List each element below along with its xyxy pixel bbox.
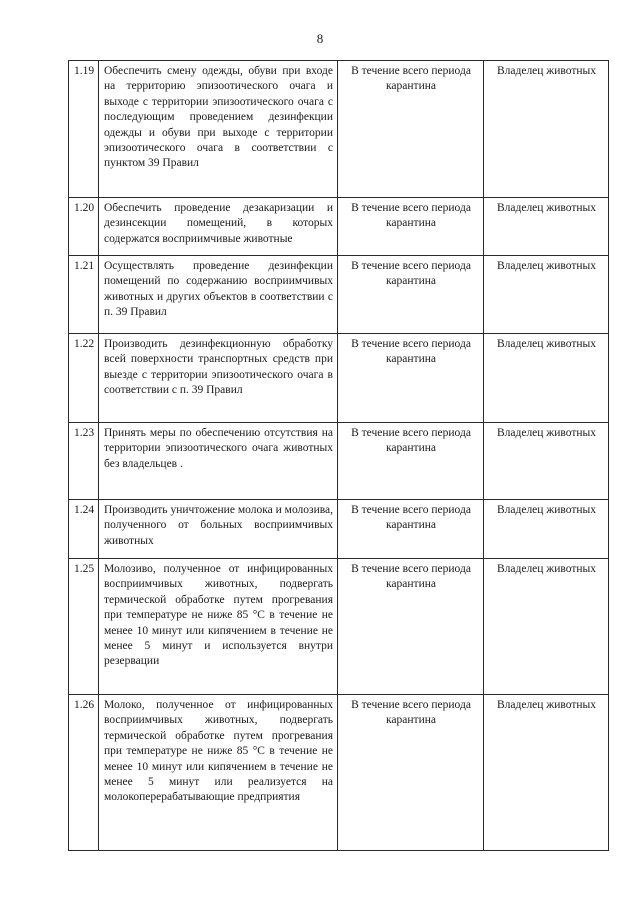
term-text: В течение всего периода карантина [338,695,484,851]
measure-text: Молоко, полученное от инфицированных восприимчивых животных, подвергать термической обработке путем прогревания при температуре не ниже 85 °С в течение не менее 10 минут или кипячением в течение не менее 5 минут или реализуется на молокоперерабатывающие предприятия [99,695,338,851]
measure-text: Принять меры по обеспечению отсутствия на территории эпизоотического очага животных без владельцев . [99,423,338,500]
term-text: В течение всего периода карантина [338,500,484,559]
responsible-text: Владелец животных [484,61,609,198]
item-number: 1.21 [69,256,99,334]
table-row [69,500,609,559]
item-number: 1.25 [69,559,99,695]
term-text: В течение всего периода карантина [338,559,484,695]
table-row [69,695,609,851]
table-row [69,256,609,334]
measure-text: Обеспечить смену одежды, обуви при входе на территорию эпизоотического очага и выходе с территории эпизоотического очага с последующим проведением дезинфекции одежды и обуви при выходе с территории эпизоотического очага в соответствии с пунктом 39 Правил [99,61,338,198]
term-text: В течение всего периода карантина [338,334,484,423]
measure-text: Молозиво, полученное от инфицированных восприимчивых животных, подвергать термической обработке путем прогревания при температуре не ниже 85 °С в течение не менее 10 минут или кипячением в течение не менее 5 минут и используется внутри резервации [99,559,338,695]
term-text: В течение всего периода карантина [338,256,484,334]
item-number: 1.24 [69,500,99,559]
measure-text: Производить дезинфекционную обработку всей поверхности транспортных средств при выезде с территории эпизоотического очага в соответствии с п. 39 Правил [99,334,338,423]
table-row [69,198,609,256]
responsible-text: Владелец животных [484,334,609,423]
responsible-text: Владелец животных [484,559,609,695]
measure-text: Производить уничтожение молока и молозива, полученного от больных восприимчивых животных [99,500,338,559]
measures-table [68,60,609,851]
table-row [69,61,609,198]
item-number: 1.23 [69,423,99,500]
responsible-text: Владелец животных [484,500,609,559]
item-number: 1.26 [69,695,99,851]
term-text: В течение всего периода карантина [338,423,484,500]
page-number: 8 [316,31,324,46]
responsible-text: Владелец животных [484,695,609,851]
responsible-text: Владелец животных [484,256,609,334]
table-row [69,423,609,500]
term-text: В течение всего периода карантина [338,198,484,256]
table-row [69,559,609,695]
table-row [69,334,609,423]
measure-text: Обеспечить проведение дезакаризации и дезинсекции помещений, в которых содержатся восприимчивые животные [99,198,338,256]
responsible-text: Владелец животных [484,198,609,256]
term-text: В течение всего периода карантина [338,61,484,198]
responsible-text: Владелец животных [484,423,609,500]
item-number: 1.22 [69,334,99,423]
item-number: 1.20 [69,198,99,256]
item-number: 1.19 [69,61,99,198]
measure-text: Осуществлять проведение дезинфекции помещений по содержанию восприимчивых животных и других объектов в соответствии с п. 39 Правил [99,256,338,334]
